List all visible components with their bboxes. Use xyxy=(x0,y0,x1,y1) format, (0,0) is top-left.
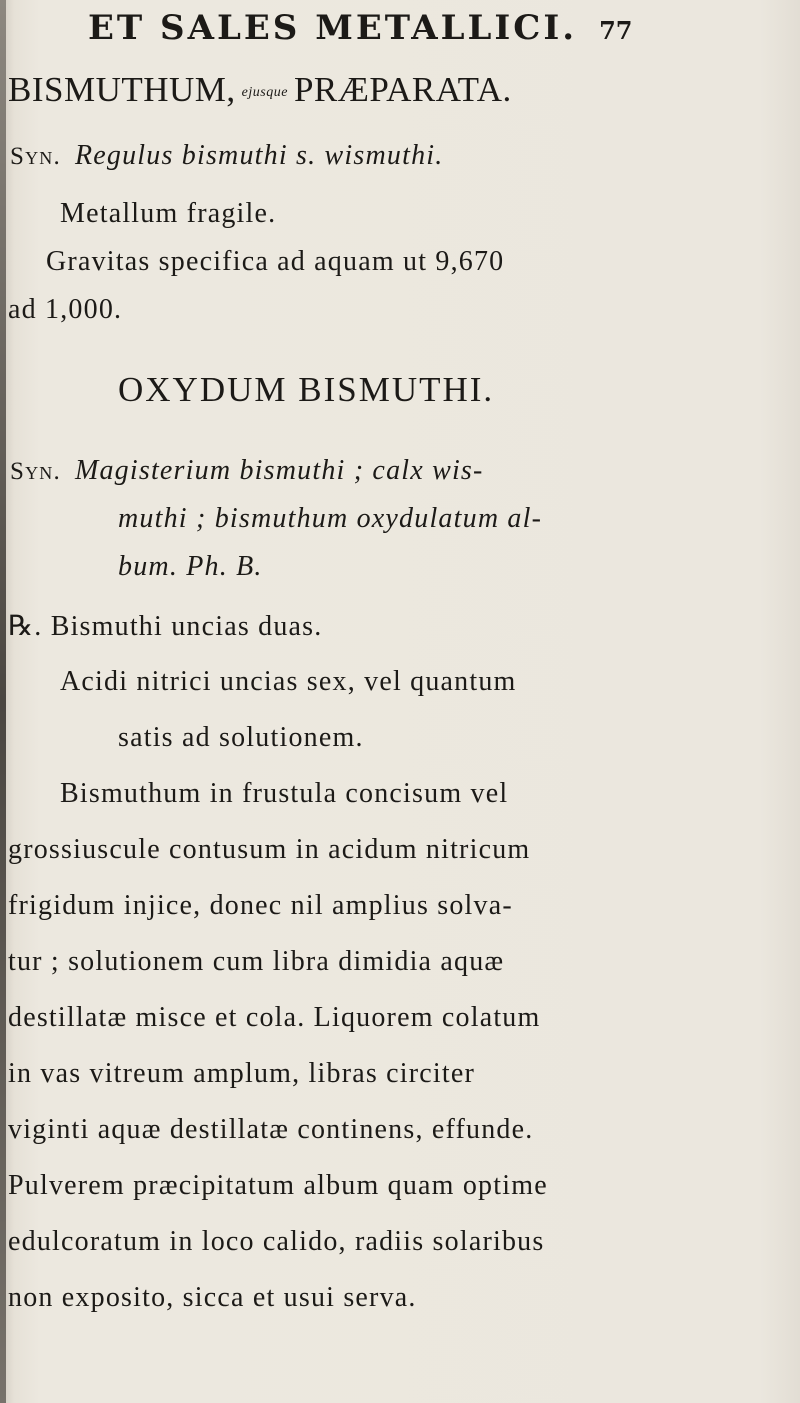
recipe-line: tur ; solutionem cum libra dimidia aquæ xyxy=(8,946,505,977)
title-end: PRÆPARATA. xyxy=(293,70,512,109)
synonym-line-2 xyxy=(10,455,484,487)
syn-text: bum. Ph. B. xyxy=(118,551,263,582)
syn-text: Magisterium bismuthi ; calx wis- xyxy=(74,455,484,486)
recipe-line: in vas vitreum amplum, libras circiter xyxy=(8,1058,476,1089)
recipe-line: grossiuscule contusum in acidum nitricum xyxy=(8,834,531,865)
recipe-line: non exposito, sicca et usui serva. xyxy=(8,1282,417,1313)
syn-text: muthi ; bismuthum oxydulatum al- xyxy=(118,503,543,534)
text-line: ad 1,000. xyxy=(8,294,123,325)
synonym-line-1 xyxy=(10,140,443,172)
section-heading-oxydum: OXYDUM BISMUTHI. xyxy=(118,370,495,409)
recipe-line: satis ad solutionem. xyxy=(118,722,364,753)
text-line: Metallum fragile. xyxy=(60,198,277,229)
running-header xyxy=(88,8,633,48)
text-line: Gravitas specifica ad aquam ut 9,670 xyxy=(46,246,505,277)
recipe-line: Bismuthum in frustula concisum vel xyxy=(60,778,509,809)
page-binding-edge xyxy=(0,0,6,1403)
recipe-line: destillatæ misce et cola. Liquorem colatum xyxy=(8,1002,541,1033)
title-small: ejusque xyxy=(241,84,288,100)
syn-text: Regulus bismuthi s. wismuthi. xyxy=(74,140,444,171)
syn-label: Syn. xyxy=(10,143,61,170)
recipe-line: edulcoratum in loco calido, radiis solaribus xyxy=(8,1226,545,1257)
recipe-line: frigidum injice, donec nil amplius solva- xyxy=(8,890,513,921)
recipe-line: Acidi nitrici uncias sex, vel quantum xyxy=(60,666,517,697)
recipe-line: ℞. Bismuthi uncias duas. xyxy=(8,611,323,642)
header-title: ET SALES METALLICI. xyxy=(88,8,578,48)
syn-label: Syn. xyxy=(10,458,61,485)
recipe-line: viginti aquæ destillatæ continens, effunde. xyxy=(8,1114,534,1145)
entry-title-bismuthum xyxy=(8,70,512,110)
title-main: BISMUTHUM, xyxy=(8,70,236,109)
page-number: 77 xyxy=(599,16,633,45)
recipe-line: Pulverem præcipitatum album quam optime xyxy=(8,1170,548,1201)
